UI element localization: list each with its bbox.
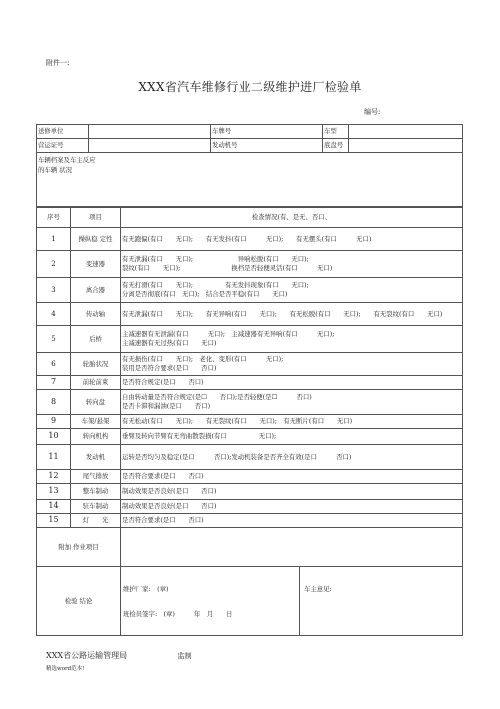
row-number: 2 [37, 251, 71, 278]
row-item: 灯 光 [71, 514, 121, 528]
owner-opinion: 车主意见: [304, 585, 332, 593]
chassis-no-value[interactable] [349, 139, 463, 153]
row-number: 10 [37, 429, 71, 445]
row-number: 9 [37, 415, 71, 429]
check-line: 制动效果是否良好(是口 否口) [122, 502, 217, 511]
row-check-cell[interactable] [121, 470, 463, 484]
row-number: 7 [37, 376, 71, 390]
table-row [37, 326, 463, 353]
col-no-header: 序号 [37, 207, 71, 228]
row-item: 后桥 [71, 326, 121, 353]
owner-opinion-section[interactable] [300, 567, 462, 635]
row-item: 发动机 [71, 445, 121, 470]
table-row [37, 251, 463, 278]
page-title: XXX省汽车维修行业二级维护进厂检验单 [138, 80, 362, 94]
additional-items-label: 附加 作业项目 [37, 528, 121, 567]
check-line: 是否卡滞和漏油(是口 否口) [122, 402, 211, 410]
table-row [37, 303, 463, 326]
table-row [37, 228, 463, 251]
maintainer-section[interactable] [121, 567, 300, 635]
row-item: 转向机构 [71, 429, 121, 445]
inspector-sign: 班检员签字: (章) 年 月 日 [123, 610, 233, 618]
row-check-cell[interactable] [121, 429, 463, 445]
row-number: 3 [37, 278, 71, 303]
conclusion-label: 检验 结论 [37, 567, 121, 636]
row-number: 5 [37, 326, 71, 353]
maintainer-stamp: 维护厂家: (章) [123, 585, 169, 593]
check-line: 主减速器有无过热(有口 无口) [122, 339, 217, 347]
row-item: 传动轴 [71, 303, 121, 326]
row-check-cell[interactable] [121, 278, 463, 303]
table-row [37, 514, 463, 528]
row-check-cell[interactable] [121, 228, 463, 251]
table-row [37, 500, 463, 514]
table-row [37, 376, 463, 390]
footer-issuer-line [46, 650, 192, 661]
table-row [37, 353, 463, 376]
check-line: 有无松动(有口 无口); 有无裂纹(有口 无口); 有无断片(有口 无口) [122, 417, 353, 426]
row-number: 12 [37, 470, 71, 484]
check-line: 有无跑偏(有口 无口); 有无发抖(有口 无口); 有无摆头(有口 无口) [122, 234, 372, 243]
table-row [37, 415, 463, 429]
row-check-cell[interactable] [121, 390, 463, 415]
repair-unit-value[interactable] [89, 125, 211, 139]
row-item: 整车制动 [71, 484, 121, 500]
info-row [37, 139, 463, 153]
row-item: 转向盘 [71, 390, 121, 415]
footer-issuer: XXX省公路运输管理局 [46, 651, 128, 660]
repair-unit-label: 送修单位 [37, 125, 89, 139]
row-item: 车架/悬架 [71, 415, 121, 429]
check-line: 是否符合规定(是口 否口) [122, 378, 204, 387]
row-number: 8 [37, 390, 71, 415]
row-item: 尾气排放 [71, 470, 121, 484]
row-check-cell[interactable] [121, 445, 463, 470]
table-row [37, 445, 463, 470]
check-line: 有无泄漏(有口 无口); 有无异响(有口 无口); 有无松脱(有口 无口); 有无裂纹(有口 无口) [122, 309, 443, 318]
attachment-label: 附件一: [46, 59, 70, 67]
check-line: 有无泄漏(有口 无口); 异响松脱(有口 无口); [122, 255, 309, 264]
row-check-cell[interactable] [121, 376, 463, 390]
inspection-table-body [37, 207, 463, 636]
serial-number-label: 编号: [364, 108, 381, 116]
check-line: 有无打滑(有口 无口); 有无发抖现象(有口 无口); [122, 281, 309, 290]
additional-items-row [37, 528, 463, 567]
col-check-header: 检查情况(有、是无、否口、 [121, 207, 463, 228]
row-check-cell[interactable] [121, 514, 463, 528]
vehicle-status-cell[interactable] [37, 153, 463, 208]
row-number: 6 [37, 353, 71, 376]
chassis-no-label: 底盘号 [323, 139, 349, 153]
footer-supervise: 监制 [177, 652, 192, 660]
row-check-cell[interactable] [121, 415, 463, 429]
conclusion-cell [121, 567, 463, 636]
table-header-row [37, 207, 463, 228]
row-number: 13 [37, 484, 71, 500]
check-line: 制动效果是否良好(是口 否口) [122, 487, 217, 496]
check-line: 是否符合要求(是口 否口) [122, 472, 204, 481]
row-item: 操纵稳 定性 [71, 228, 121, 251]
table-row [37, 484, 463, 500]
car-type-value[interactable] [349, 125, 463, 139]
row-number: 15 [37, 514, 71, 528]
car-type-label: 车型 [323, 125, 349, 139]
row-item: 驻车制动 [71, 500, 121, 514]
row-check-cell[interactable] [121, 326, 463, 353]
row-check-cell[interactable] [121, 500, 463, 514]
transport-cert-label: 营运证号 [37, 139, 89, 153]
row-check-cell[interactable] [121, 353, 463, 376]
row-number: 11 [37, 445, 71, 470]
table-row [37, 278, 463, 303]
check-line: 运转是否均匀及稳定(是口 否口);发动机装备是否齐全有效(是口 否口) [122, 452, 352, 461]
row-number: 4 [37, 303, 71, 326]
row-check-cell[interactable] [121, 251, 463, 278]
row-number: 1 [37, 228, 71, 251]
check-line: 垂臂及转向节臂有无弯曲散裂损(有口 无口); [122, 432, 277, 441]
row-item: 离合器 [71, 278, 121, 303]
table-row [37, 470, 463, 484]
row-check-cell[interactable] [121, 484, 463, 500]
table-row [37, 429, 463, 445]
check-line: 有无损伤(有口 无口); 老化、变形(有口 无口); [122, 355, 284, 364]
col-item-header: 项目 [71, 207, 121, 228]
footer-note: 精选word范本! [46, 666, 85, 672]
check-line: 是否符合要求(是口 否口) [122, 516, 204, 525]
engine-no-label: 发动机号 [211, 139, 323, 153]
row-item: 变速器 [71, 251, 121, 278]
row-item: 轮胎状况 [71, 353, 121, 376]
check-line: 自由转动量是否符合规定(是☐ 否口);是否轻便(是☐ 否口) [122, 393, 312, 402]
check-line: 主减速器有无泄漏(有口 无口); 主减速器有无异响(有口 无口); [122, 330, 335, 339]
row-check-cell[interactable] [121, 303, 463, 326]
info-row [37, 153, 463, 208]
plate-no-label: 车牌号 [211, 125, 323, 139]
conclusion-row [37, 567, 463, 636]
additional-items-value[interactable] [121, 528, 463, 567]
table-row [37, 390, 463, 415]
check-line: 装用是否符合要求(是口 否口) [122, 364, 217, 372]
row-item: 前轮前束 [71, 376, 121, 390]
check-line: 裂纹(有口 无口); 换档是否轻便灵活(有口 无口) [122, 264, 333, 272]
transport-cert-value[interactable] [89, 139, 211, 153]
vehicle-status-label: 车辆档案及车主反应的车辆 状况 [38, 156, 96, 174]
inspection-table [36, 206, 463, 636]
row-number: 14 [37, 500, 71, 514]
check-line: 分离是否彻底(有口 无口); 结合是否平稳(有口 无口) [122, 290, 288, 298]
vehicle-info-table [36, 124, 463, 208]
info-row [37, 125, 463, 139]
